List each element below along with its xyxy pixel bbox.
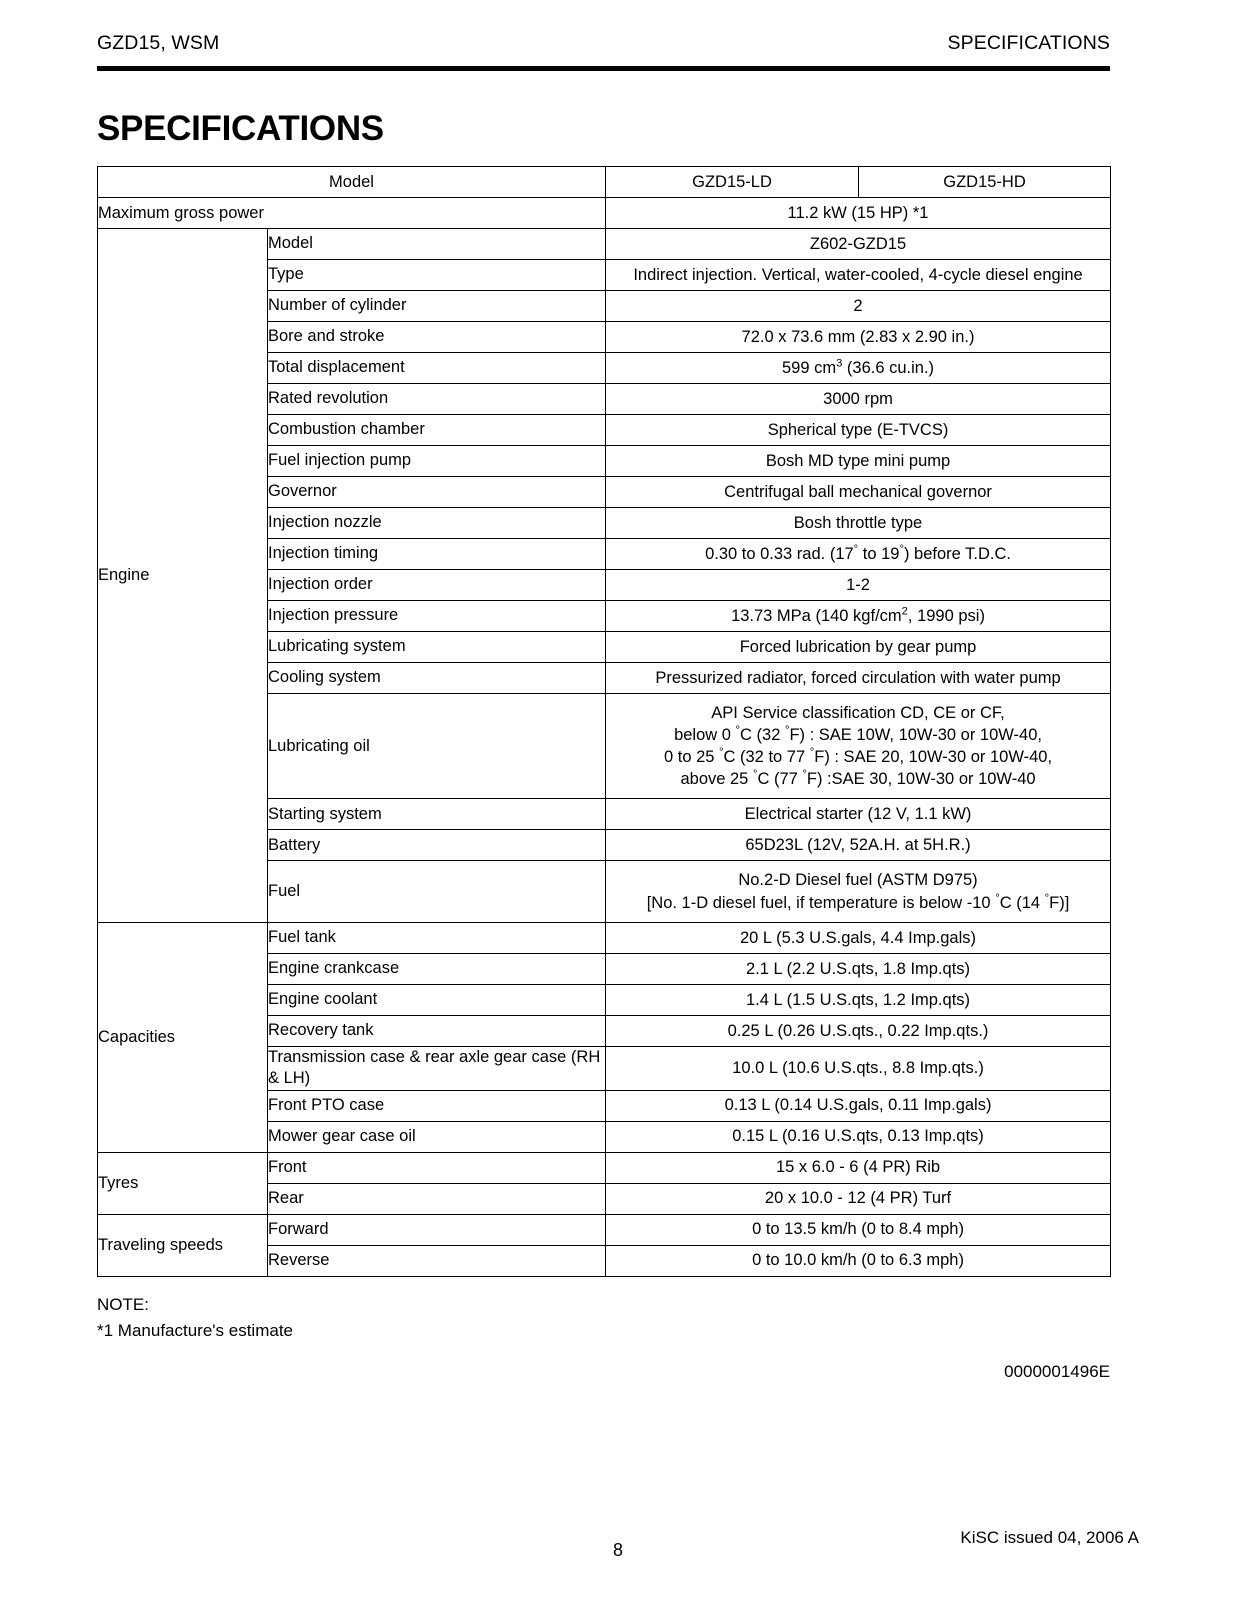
row-value: 599 $cm^3$ (36.6 cu.in.) — [606, 353, 1111, 384]
row-value: 20 x 10.0 - 12 (4 PR) Turf — [606, 1183, 1111, 1214]
row-label: Lubricating oil — [268, 694, 606, 799]
group-label-capacities: Capacities — [98, 922, 268, 1152]
row-value: Indirect injection. Vertical, water-cooled, 4-cycle diesel engine — [606, 260, 1111, 291]
row-value: 0 to 10.0 km/h (0 to 6.3 mph) — [606, 1245, 1111, 1276]
row-value: Z602-GZD15 — [606, 229, 1111, 260]
row-label: Injection order — [268, 570, 606, 601]
column-header-gzd15-ld: GZD15-LD — [606, 167, 859, 198]
row-label: Lubricating system — [268, 632, 606, 663]
row-value: 13.73 MPa (140 kgf/$cm^2$, 1990 psi) — [606, 601, 1111, 632]
row-value: Centrifugal ball mechanical governor — [606, 477, 1111, 508]
row-label: Injection nozzle — [268, 508, 606, 539]
table-row — [98, 1152, 1111, 1183]
row-label: Bore and stroke — [268, 322, 606, 353]
row-label: Model — [268, 229, 606, 260]
row-value: 0.25 L (0.26 U.S.qts., 0.22 Imp.qts.) — [606, 1015, 1111, 1046]
row-label: Reverse — [268, 1245, 606, 1276]
row-label-maximum-gross-power: Maximum gross power — [98, 198, 606, 229]
row-label: Battery — [268, 830, 606, 861]
row-value: 0.15 L (0.16 U.S.qts, 0.13 Imp.qts) — [606, 1121, 1111, 1152]
note-block — [97, 1292, 293, 1345]
row-value: Spherical type (E-TVCS) — [606, 415, 1111, 446]
column-header-model: Model — [98, 167, 606, 198]
row-label: Type — [268, 260, 606, 291]
note-line-1: *1 Manufacture's estimate — [97, 1321, 294, 1341]
page-number: 8 — [612, 1540, 623, 1560]
row-label: Total displacement — [268, 353, 606, 384]
row-label: Number of cylinder — [268, 291, 606, 322]
row-label: Mower gear case oil — [268, 1121, 606, 1152]
group-label-tyres: Tyres — [98, 1152, 268, 1214]
row-value-maximum-gross-power: 11.2 kW (15 HP) *1 — [606, 198, 1111, 229]
row-label: Injection pressure — [268, 601, 606, 632]
row-value: 3000 rpm — [606, 384, 1111, 415]
table-header-row — [98, 167, 1111, 198]
table-row — [98, 922, 1111, 953]
column-header-gzd15-hd: GZD15-HD — [859, 167, 1111, 198]
row-value: 15 x 6.0 - 6 (4 PR) Rib — [606, 1152, 1111, 1183]
row-value: No.2-D Diesel fuel (ASTM D975) [No. 1-D diesel fuel, if temperature is below -10 °C (14 °F)] — [606, 861, 1111, 922]
row-value: API Service classification CD, CE or CF, below 0 °C (32 °F) : SAE 10W, 10W-30 or 10W-40, 0 to 25 °C (32 to 77 °F) : SAE 20, 10W-30 or 10W-40, above 25 °C (77 °F) :SAE 30, 10W-30 or 10W-40 — [606, 694, 1111, 799]
running-header-right: SPECIFICATIONS — [947, 32, 1110, 54]
row-label: Combustion chamber — [268, 415, 606, 446]
row-value: 2 — [606, 291, 1111, 322]
table-row — [98, 198, 1111, 229]
row-label: Rear — [268, 1183, 606, 1214]
row-label: Recovery tank — [268, 1015, 606, 1046]
page-title: SPECIFICATIONS — [97, 109, 384, 149]
running-header — [97, 32, 1110, 55]
row-value: Bosh MD type mini pump — [606, 446, 1111, 477]
row-value: 0.13 L (0.14 U.S.gals, 0.11 Imp.gals) — [606, 1090, 1111, 1121]
issued-stamp: KiSC issued 04, 2006 A — [960, 1528, 1139, 1547]
row-value: 2.1 L (2.2 U.S.qts, 1.8 Imp.qts) — [606, 953, 1111, 984]
row-value: 0.30 to 0.33 rad. (17° to 19°) before T.D.C. — [606, 539, 1111, 570]
row-label: Engine coolant — [268, 984, 606, 1015]
specifications-table-body — [98, 167, 1111, 1277]
row-label: Engine crankcase — [268, 953, 606, 984]
table-row — [98, 229, 1111, 260]
row-value: 10.0 L (10.6 U.S.qts., 8.8 Imp.qts.) — [606, 1046, 1111, 1090]
row-value: 1.4 L (1.5 U.S.qts, 1.2 Imp.qts) — [606, 984, 1111, 1015]
row-label: Fuel injection pump — [268, 446, 606, 477]
row-value: 72.0 x 73.6 mm (2.83 x 2.90 in.) — [606, 322, 1111, 353]
row-label: Front — [268, 1152, 606, 1183]
row-label: Starting system — [268, 799, 606, 830]
row-label: Forward — [268, 1214, 606, 1245]
row-value: 0 to 13.5 km/h (0 to 8.4 mph) — [606, 1214, 1111, 1245]
row-value: 65D23L (12V, 52A.H. at 5H.R.) — [606, 830, 1111, 861]
group-label-traveling-speeds: Traveling speeds — [98, 1214, 268, 1276]
row-label: Injection timing — [268, 539, 606, 570]
note-heading: NOTE: — [97, 1295, 149, 1314]
row-value: Bosh throttle type — [606, 508, 1111, 539]
group-label-engine: Engine — [98, 229, 268, 923]
row-label: Cooling system — [268, 663, 606, 694]
row-label: Transmission case & rear axle gear case (RH & LH) — [268, 1046, 606, 1090]
row-label: Rated revolution — [268, 384, 606, 415]
row-label: Fuel — [268, 861, 606, 922]
running-header-left: GZD15, WSM — [97, 32, 220, 54]
row-value: Forced lubrication by gear pump — [606, 632, 1111, 663]
row-value: 20 L (5.3 U.S.gals, 4.4 Imp.gals) — [606, 922, 1111, 953]
specifications-table — [97, 166, 1111, 1277]
row-label: Fuel tank — [268, 922, 606, 953]
row-label: Governor — [268, 477, 606, 508]
specifications-table-container — [97, 166, 1110, 1277]
row-value: Electrical starter (12 V, 1.1 kW) — [606, 799, 1111, 830]
document-code: 0000001496E — [1004, 1362, 1110, 1381]
row-value: 1-2 — [606, 570, 1111, 601]
table-row — [98, 1214, 1111, 1245]
header-rule — [97, 66, 1110, 71]
row-label: Front PTO case — [268, 1090, 606, 1121]
row-value: Pressurized radiator, forced circulation with water pump — [606, 663, 1111, 694]
